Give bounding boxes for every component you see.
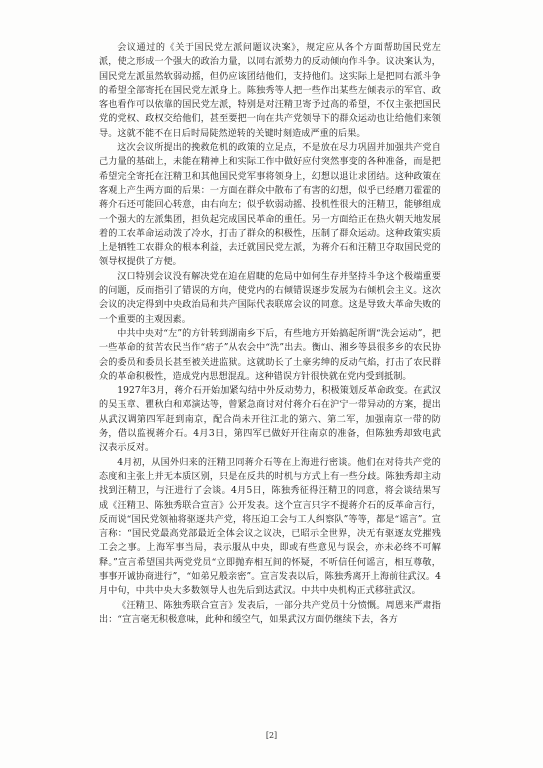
paragraph: 1927年3月，蒋介石开始加紧勾结中外反动势力，积极策划反革命政变。在武汉的吴玉章、瞿秋白和邓演达等，曾紧急商讨对付蒋介石在沪宁一带异动的方案，提出从武汉调第四军赶到南京，配合尚未开往江北的第六、第二军，加强南京一带的防务，借以监视蒋介石。4月3日，第四军已做好开往南京的准备，但陈独秀却致电武汉表示反对。: [99, 386, 441, 454]
paragraph: 4月初，从国外归来的汪精卫同蒋介石等在上海进行密谈。他们在对待共产党的态度和主张上并无本质区别，只是在反共的时机与方式上有一些分歧。陈独秀却主动找到汪精卫，与汪进行了会谈。4月5日，陈独秀征得汪精卫的同意，将会谈结果写成《汪精卫、陈独秀联合宣言》公开发表。这个宣言只字不提蒋介石的反革命言行，反而说“国民党领袖将驱逐共产党，将压迫工会与工人纠察队”等等，都是“谣言”。宣言称：“国民党最高党部最近全体会议之议决，已昭示全世界，决无有驱逐友党摧残工会之事。上海军事当局，表示服从中央，即或有些意见与误会，亦未必终不可解释。”宣言希望国共两党党员“立即抛弃相互间的怀疑，不听信任何谣言，相互尊敬，事事开诚协商进行”，“如弟兄般亲密”。宣言发表以后，陈独秀离开上海前往武汉。4月中旬，中共中央大多数领导人也先后到达武汉。中共中央机构正式移驻武汉。: [99, 457, 441, 597]
paragraph: 《汪精卫、陈独秀联合宣言》发表后，一部分共产党员十分愤慨。周恩来严肃指出：“宣言毫无积极意味，此种和缓空气，如果武汉方面仍继续下去，各方: [99, 600, 441, 625]
paragraph: 这次会议所提出的挽救危机的政策的立足点，不是放在尽力巩固并加强共产党自己力量的基础上，未能在精神上和实际工作中做好应付突然事变的各种准备，而是把希望完全寄托在汪精卫和其他国民党军事将领身上，幻想以退让求团结。这种政策在客观上产生两方面的后果：一方面在群众中散布了有害的幻想，似乎已经磨刀霍霍的蒋介石还可能回心转意，由右向左；似乎软弱动摇、投机性很大的汪精卫，能够组成一个强大的左派集团，担负起完成国民革命的重任。另一方面给正在热火朝天地发展着的工农革命运动泼了冷水，打击了群众的积极性，压制了群众运动。这种政策实质上是牺牲工农群众的根本利益，去迁就国民党左派，为蒋介石和汪精卫夺取国民党的领导权提供了方便。: [99, 143, 441, 268]
paragraph: 会议通过的《关于国民党左派问题议决案》，规定应从各个方面帮助国民党左派，使之形成一个强大的政治力量，以同右派势力的反动倾向作斗争。议决案认为，国民党左派虽然软弱动摇，但仍应该团结他们，支持他们。这实际上是把同右派斗争的希望全部寄托在国民党左派身上。陈独秀等人把一些作出某些左倾表示的军官、政客也看作可以依靠的国民党左派，特别是对汪精卫寄予过高的希望，不仅主张把国民党的党权、政权交给他们，甚至要把一向在共产党领导下的群众运动也让给他们来领导。这就不能不在日后时局陡然逆转的关键时刻造成严重的后果。: [99, 43, 441, 139]
page-number: [2]: [265, 731, 278, 740]
body-text: [99, 41, 441, 627]
paragraph: 中共中央对“左”的方针转到湖南乡下后，有些地方开始搞起所谓“洗会运动”，把一些革命的贫苦农民当作“痞子”从农会中“洗”出去。衡山、湘乡等县很多乡的农民协会的委员和委员长甚至被关进监狱。这就助长了土豪劣绅的反动气焰，打击了农民群众的革命积极性，造成党内思想混乱。这种错误方针很快就在党内受到抵制。: [99, 328, 441, 382]
paragraph: 汉口特别会议没有解决党在迫在眉睫的危局中如何生存并坚持斗争这个极端重要的问题，反而指引了错误的方向，使党内的右倾错误逐步发展为右倾机会主义。这次会议的决定得到中央政治局和共产国际代表联席会议的同意。这是导致大革命失败的一个重要的主观因素。: [99, 271, 441, 325]
